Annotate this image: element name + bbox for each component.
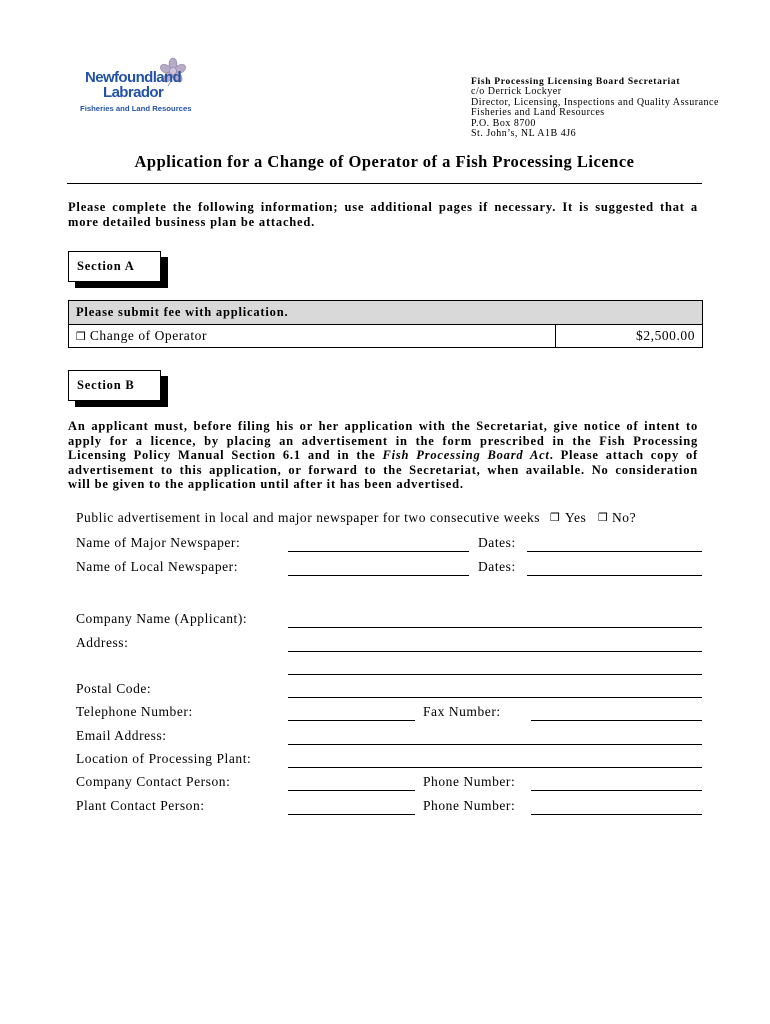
local-newspaper-field[interactable]	[288, 559, 469, 576]
fax-label: Fax Number:	[423, 704, 501, 719]
fee-table-row	[69, 325, 703, 348]
email-label: Email Address:	[76, 728, 167, 743]
notice-line	[68, 448, 698, 463]
address-organization: Fish Processing Licensing Board Secretariat	[471, 77, 681, 87]
page-title: Application for a Change of Operator of a Fish Processing Licence	[134, 152, 635, 171]
government-logo	[78, 56, 198, 118]
plant-location-field[interactable]	[288, 751, 702, 768]
telephone-field[interactable]	[288, 704, 415, 721]
section-b-heading: Section B	[68, 370, 161, 401]
advertised-no-checkbox[interactable]: ❒	[598, 511, 608, 524]
notice-line: advertisement to this application, or forward to the Secretariat, when available. No consideration	[68, 462, 698, 477]
plant-location-label: Location of Processing Plant:	[76, 751, 252, 766]
postal-code-label: Postal Code:	[76, 681, 152, 696]
intro-line: more detailed business plan be attached.	[68, 214, 316, 229]
fee-table	[68, 300, 703, 348]
fee-item-cell	[69, 325, 556, 348]
company-contact-label: Company Contact Person:	[76, 774, 231, 789]
major-newspaper-dates-field[interactable]	[527, 535, 702, 552]
local-newspaper-label: Name of Local Newspaper:	[76, 559, 239, 574]
fee-table-header-row	[69, 301, 703, 325]
address-label: Address:	[76, 635, 129, 650]
notice-text: Licensing Policy Manual Section 6.1 and in the	[68, 448, 383, 462]
notice-text: . Please attach copy of	[549, 448, 698, 462]
address-line: St. John’s, NL A1B 4J6	[471, 128, 577, 140]
advertisement-notice	[68, 419, 698, 492]
notice-line: apply for a licence, by placing an advertisement in the form prescribed in the Fish Processing	[68, 433, 698, 448]
fee-item-label: Change of Operator	[89, 328, 207, 343]
company-name-field[interactable]	[288, 611, 702, 628]
telephone-label: Telephone Number:	[76, 704, 193, 719]
advertised-yes-label: Yes	[565, 510, 587, 525]
fee-table-header: Please submit fee with application.	[69, 301, 703, 325]
act-title: Fish Processing Board Act	[382, 448, 550, 462]
mailing-address	[471, 77, 719, 139]
address-field-line-1[interactable]	[288, 635, 702, 652]
company-name-label: Company Name (Applicant):	[76, 611, 248, 626]
address-line: Fisheries and Land Resources	[471, 107, 605, 119]
postal-code-field[interactable]	[288, 681, 702, 698]
major-newspaper-label: Name of Major Newspaper:	[76, 535, 241, 550]
advertisement-question: Public advertisement in local and major newspaper for two consecutive weeks	[76, 510, 541, 525]
address-field-line-2[interactable]	[288, 658, 702, 675]
address-line: c/o Derrick Lockyer	[471, 86, 562, 98]
address-line: P.O. Box 8700	[471, 117, 536, 129]
major-newspaper-field[interactable]	[288, 535, 469, 552]
company-contact-phone-label: Phone Number:	[423, 774, 516, 789]
advertised-no-label: No?	[612, 510, 637, 525]
plant-contact-phone-field[interactable]	[531, 798, 702, 815]
title-divider	[67, 183, 702, 184]
notice-line: An applicant must, before filing his or her application with the Secretariat, give notice of intent to	[68, 419, 698, 433]
intro-instructions	[68, 200, 698, 229]
change-of-operator-checkbox[interactable]: ❒	[76, 330, 86, 343]
advertised-yes-checkbox[interactable]: ❒	[550, 511, 560, 524]
notice-line: will be given to the application until after it has been advertised.	[68, 477, 464, 491]
fax-field[interactable]	[531, 704, 702, 721]
plant-contact-phone-label: Phone Number:	[423, 798, 516, 813]
company-contact-phone-field[interactable]	[531, 774, 702, 791]
fee-amount: $2,500.00	[556, 325, 703, 348]
address-line: Director, Licensing, Inspections and Quality Assurance	[471, 96, 719, 108]
logo-department: Fisheries and Land Resources	[80, 104, 192, 113]
section-a-heading: Section A	[68, 251, 161, 282]
local-newspaper-dates-field[interactable]	[527, 559, 702, 576]
local-newspaper-dates-label: Dates:	[478, 559, 516, 574]
plant-contact-field[interactable]	[288, 798, 415, 815]
email-field[interactable]	[288, 728, 702, 745]
company-contact-field[interactable]	[288, 774, 415, 791]
logo-labrador: Labrador	[103, 84, 164, 101]
logo-newfoundland: Newfoundland	[85, 69, 182, 86]
plant-contact-label: Plant Contact Person:	[76, 798, 205, 813]
intro-line: Please complete the following information; use additional pages if necessary. It is suggested that a	[68, 200, 698, 214]
major-newspaper-dates-label: Dates:	[478, 535, 516, 550]
